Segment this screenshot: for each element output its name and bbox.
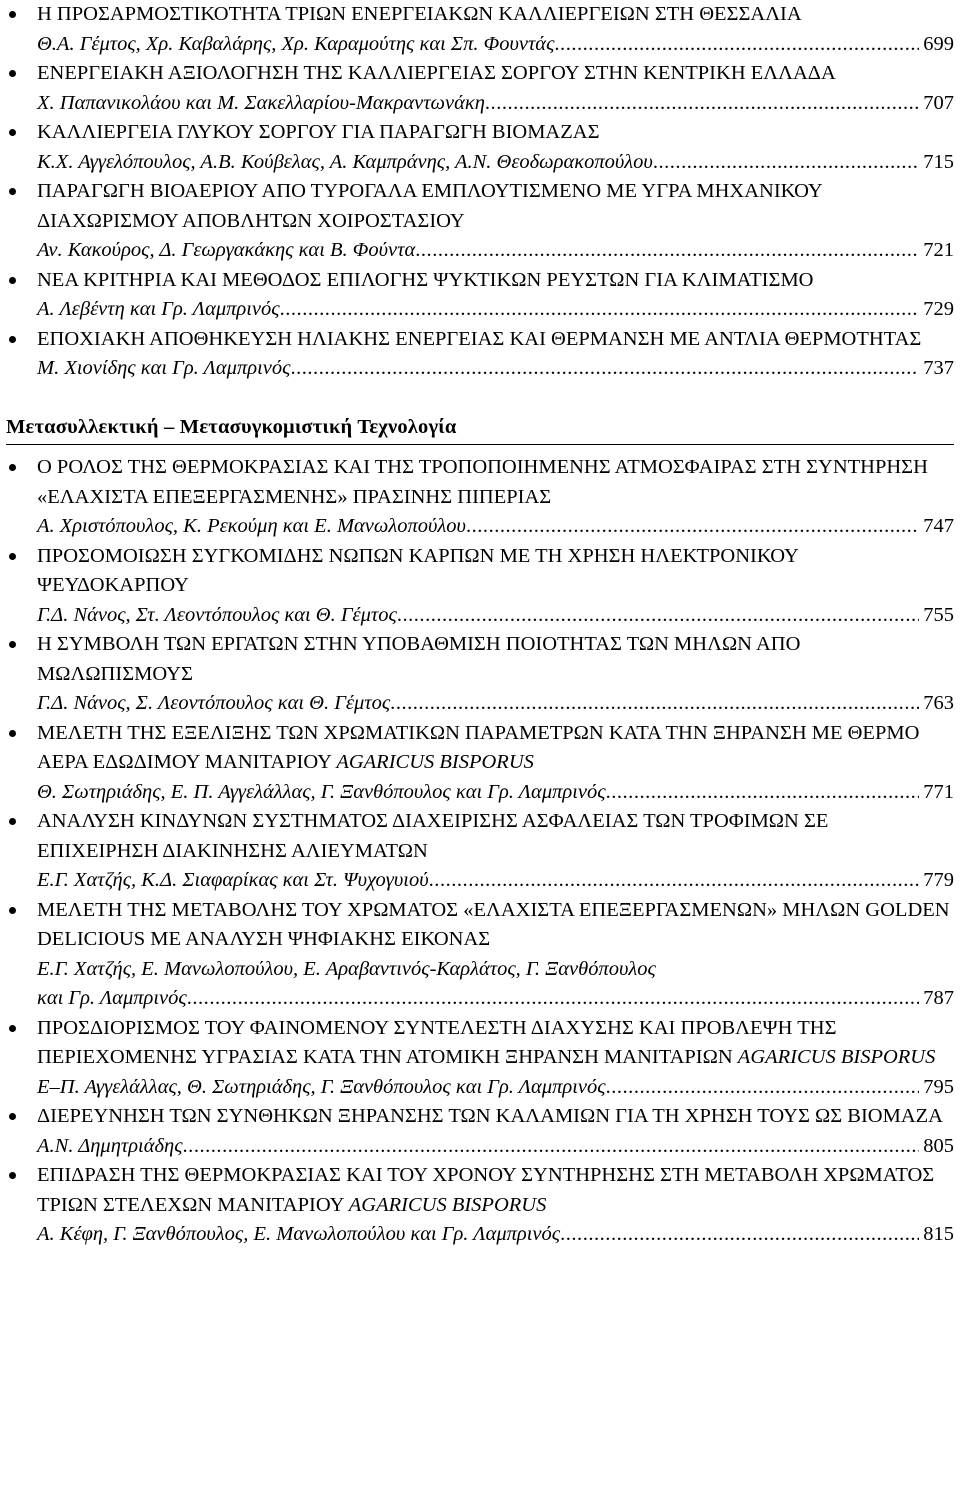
toc-entry (6, 1161, 954, 1250)
toc-entry (6, 1014, 954, 1103)
entry-title (37, 266, 954, 296)
entry-title (37, 177, 954, 236)
toc-entry (6, 719, 954, 808)
dot-leader (606, 778, 920, 808)
entry-authors: Μ. Χιονίδης και Γρ. Λαμπρινός (37, 357, 291, 379)
entry-title-text: ΜΕΛΕΤΗ ΤΗΣ ΜΕΤΑΒΟΛΗΣ ΤΟΥ ΧΡΩΜΑΤΟΣ «ΕΛΑΧΙΣΤΑ ΕΠΕΞΕΡΓΑΣΜΕΝΩΝ» ΜΗΛΩΝ GOLDEN DELICIOUS ΜΕ ΑΝΑΛΥΣΗ ΨΗΦΙΑΚΗΣ ΕΙΚΟΝΑΣ (37, 898, 950, 950)
toc-entry (6, 0, 954, 59)
entry-title (37, 719, 954, 778)
toc-list-postharvest (6, 453, 954, 1250)
entry-title-text: ΑΝΑΛΥΣΗ ΚΙΝΔΥΝΩΝ ΣΥΣΤΗΜΑΤΟΣ ΔΙΑΧΕΙΡΙΣΗΣ ΑΣΦΑΛΕΙΑΣ ΤΩΝ ΤΡΟΦΙΜΩΝ ΣΕ ΕΠΙΧΕΙΡΗΣΗ ΔΙΑΚΙΝΗΣΗΣ ΑΛΙΕΥΜΑΤΩΝ (37, 810, 829, 862)
toc-entry (6, 266, 954, 325)
entry-title-text: ΠΑΡΑΓΩΓΗ ΒΙΟΑΕΡΙΟΥ ΑΠΟ ΤΥΡΟΓΑΛΑ ΕΜΠΛΟΥΤΙΣΜΕΝΟ ΜΕ ΥΓΡΑ ΜΗΧΑΝΙΚΟΥ ΔΙΑΧΩΡΙΣΜΟΥ ΑΠΟΒΛΗΤΩΝ ΧΟΙΡΟΣΤΑΣΙΟΥ (37, 180, 822, 232)
entry-authors: Ε.Γ. Χατζής, Κ.Δ. Σιαφαρίκας και Στ. Ψυχογυιού (37, 869, 429, 891)
toc-list-energy (6, 0, 954, 384)
entry-authors-row (37, 512, 954, 542)
entry-title-text: Η ΠΡΟΣΑΡΜΟΣΤΙΚΟΤΗΤΑ ΤΡΙΩΝ ΕΝΕΡΓΕΙΑΚΩΝ ΚΑΛΛΙΕΡΓΕΙΩΝ ΣΤΗ ΘΕΣΣΑΛΙΑ (37, 3, 802, 25)
page-number: 737 (923, 357, 954, 379)
dot-leader (280, 295, 920, 325)
entry-title (37, 118, 954, 148)
entry-authors-row (37, 354, 954, 384)
dot-leader (466, 512, 919, 542)
dot-leader (187, 984, 920, 1014)
toc-entry (6, 542, 954, 631)
page-number: 755 (923, 603, 954, 626)
entry-authors-row (37, 30, 954, 60)
entry-authors: Α. Χριστόπουλος, Κ. Ρεκούμη και Ε. Μανωλοπούλου (37, 515, 466, 537)
entry-title (37, 1014, 954, 1073)
toc-entry (6, 177, 954, 266)
page-number: 699 (923, 32, 954, 55)
entry-authors: Κ.Χ. Αγγελόπουλος, Α.Β. Κούβελας, Α. Καμπράνης, Α.Ν. Θεοδωρακοπούλου (37, 150, 653, 173)
page-number: 747 (923, 515, 954, 537)
entry-authors-row (37, 601, 954, 631)
dot-leader (290, 354, 919, 384)
entry-title-text: ΝΕΑ ΚΡΙΤΗΡΙΑ ΚΑΙ ΜΕΘΟΔΟΣ ΕΠΙΛΟΓΗΣ ΨΥΚΤΙΚΩΝ ΡΕΥΣΤΩΝ ΓΙΑ ΚΛΙΜΑΤΙΣΜΟ (37, 268, 814, 291)
entry-authors: Ε.Γ. Χατζής, Ε. Μανωλοπούλου, Ε. Αραβαντινός-Καρλάτος, Γ. Ξανθόπουλος (37, 957, 656, 980)
entry-authors: Ε–Π. Αγγελάλλας, Θ. Σωτηριάδης, Γ. Ξανθόπουλος και Γρ. Λαμπρινός (37, 1075, 606, 1098)
toc-entry (6, 630, 954, 719)
dot-leader (560, 1220, 919, 1250)
entry-authors-row (37, 89, 954, 119)
toc-entry (6, 1102, 954, 1161)
entry-authors: Αν. Κακούρος, Δ. Γεωργακάκης και Β. Φούντα (37, 239, 416, 261)
toc-entry (6, 453, 954, 542)
page-number: 707 (923, 91, 954, 114)
entry-title (37, 325, 954, 355)
entry-title (37, 1161, 954, 1220)
dot-leader (415, 236, 919, 266)
entry-authors: Γ.Δ. Νάνος, Σ. Λεοντόπουλος και Θ. Γέμτος (37, 692, 391, 714)
entry-title-italic: AGARICUS BISPORUS (348, 1193, 547, 1216)
page-number: 779 (923, 869, 954, 891)
entry-title-text: ΜΕΛΕΤΗ ΤΗΣ ΕΞΕΛΙΞΗΣ ΤΩΝ ΧΡΩΜΑΤΙΚΩΝ ΠΑΡΑΜΕΤΡΩΝ ΚΑΤΑ ΤΗΝ ΞΗΡΑΝΣΗ ΜΕ ΘΕΡΜΟ ΑΕΡΑ ΕΔΩΔΙΜΟΥ ΜΑΝΙΤΑΡΙΟΥ (37, 721, 920, 773)
section-heading: Μετασυλλεκτική – Μετασυγκομιστική Τεχνολογία (6, 413, 954, 446)
page-number: 787 (923, 987, 954, 1009)
entry-authors: Χ. Παπανικολάου και Μ. Σακελλαρίου-Μακραντωνάκη (37, 91, 485, 114)
entry-title-text: ΚΑΛΛΙΕΡΓΕΙΑ ΓΛΥΚΟΥ ΣΟΡΓΟΥ ΓΙΑ ΠΑΡΑΓΩΓΗ ΒΙΟΜΑΖΑΣ (37, 121, 600, 143)
entry-title-text: Ο ΡΟΛΟΣ ΤΗΣ ΘΕΡΜΟΚΡΑΣΙΑΣ ΚΑΙ ΤΗΣ ΤΡΟΠΟΠΟΙΗΜΕΝΗΣ ΑΤΜΟΣΦΑΙΡΑΣ ΣΤΗ ΣΥΝΤΗΡΗΣΗ «ΕΛΑΧΙΣΤΑ ΕΠΕΞΕΡΓΑΣΜΕΝΗΣ» ΠΡΑΣΙΝΗΣ ΠΙΠΕΡΙΑΣ (37, 456, 928, 508)
entry-authors-row (37, 148, 954, 178)
page-number: 815 (923, 1223, 954, 1245)
dot-leader (606, 1073, 920, 1103)
dot-leader (653, 148, 919, 178)
dot-leader (183, 1132, 920, 1162)
entry-title-text: Η ΣΥΜΒΟΛΗ ΤΩΝ ΕΡΓΑΤΩΝ ΣΤΗΝ ΥΠΟΒΑΘΜΙΣΗ ΠΟΙΟΤΗΤΑΣ ΤΩΝ ΜΗΛΩΝ ΑΠΟ ΜΩΛΩΠΙΣΜΟΥΣ (37, 633, 801, 685)
entry-authors-row (37, 1220, 954, 1250)
entry-title (37, 59, 954, 89)
entry-title-text: ΕΝΕΡΓΕΙΑΚΗ ΑΞΙΟΛΟΓΗΣΗ ΤΗΣ ΚΑΛΛΙΕΡΓΕΙΑΣ ΣΟΡΓΟΥ ΣΤΗΝ ΚΕΝΤΡΙΚΗ ΕΛΛΑΔΑ (37, 62, 836, 84)
entry-title-text: ΔΙΕΡΕΥΝΗΣΗ ΤΩΝ ΣΥΝΘΗΚΩΝ ΞΗΡΑΝΣΗΣ ΤΩΝ ΚΑΛΑΜΙΩΝ ΓΙΑ ΤΗ ΧΡΗΣΗ ΤΟΥΣ ΩΣ ΒΙΟΜΑΖΑ (37, 1105, 943, 1127)
entry-authors-row (37, 1132, 954, 1162)
entry-title-text: ΕΠΙΔΡΑΣΗ ΤΗΣ ΘΕΡΜΟΚΡΑΣΙΑΣ ΚΑΙ ΤΟΥ ΧΡΟΝΟΥ ΣΥΝΤΗΡΗΣΗΣ ΣΤΗ ΜΕΤΑΒΟΛΗ ΧΡΩΜΑΤΟΣ ΤΡΙΩΝ ΣΤΕΛΕΧΩΝ ΜΑΝΙΤΑΡΙΟΥ (37, 1164, 935, 1216)
entry-authors: Α.Ν. Δημητριάδης (37, 1134, 183, 1157)
entry-authors: Α. Λεβέντη και Γρ. Λαμπρινός (37, 298, 280, 320)
entry-authors-cont: και Γρ. Λαμπρινός (37, 987, 187, 1009)
entry-authors-row (37, 689, 954, 719)
page-number: 771 (923, 780, 954, 803)
dot-leader (429, 866, 920, 896)
page-number: 729 (923, 298, 954, 320)
entry-authors-row (37, 984, 954, 1014)
page-number: 721 (923, 239, 954, 261)
page-number: 805 (923, 1134, 954, 1157)
entry-authors-row (37, 236, 954, 266)
dot-leader (397, 601, 919, 631)
entry-authors-row (37, 1073, 954, 1103)
dot-leader (554, 30, 919, 60)
entry-authors: Α. Κέφη, Γ. Ξανθόπουλος, Ε. Μανωλοπούλου και Γρ. Λαμπρινός (37, 1223, 561, 1245)
page-number: 795 (923, 1075, 954, 1098)
toc-entry (6, 59, 954, 118)
entry-title-italic: AGARICUS BISPORUS (737, 1046, 936, 1068)
entry-title (37, 1102, 954, 1132)
entry-title (37, 542, 954, 601)
entry-title-text: ΠΡΟΣΔΙΟΡΙΣΜΟΣ ΤΟΥ ΦΑΙΝΟΜΕΝΟΥ ΣΥΝΤΕΛΕΣΤΗ ΔΙΑΧΥΣΗΣ ΚΑΙ ΠΡΟΒΛΕΨΗ ΤΗΣ ΠΕΡΙΕΧΟΜΕΝΗΣ ΥΓΡΑΣΙΑΣ ΚΑΤΑ ΤΗΝ ΑΤΟΜΙΚΗ ΞΗΡΑΝΣΗ ΜΑΝΙΤΑΡΙΩΝ (37, 1016, 837, 1068)
entry-title-italic: AGARICUS BISPORUS (336, 751, 534, 773)
toc-entry (6, 807, 954, 896)
entry-authors-row (37, 778, 954, 808)
entry-authors-row (37, 866, 954, 896)
entry-title (37, 453, 954, 512)
entry-title (37, 0, 954, 30)
dot-leader (485, 89, 919, 119)
entry-title (37, 896, 954, 955)
toc-entry (6, 896, 954, 1014)
entry-title (37, 807, 954, 866)
toc-entry (6, 325, 954, 384)
entry-title-text: ΠΡΟΣΟΜΟΙΩΣΗ ΣΥΓΚΟΜΙΔΗΣ ΝΩΠΩΝ ΚΑΡΠΩΝ ΜΕ ΤΗ ΧΡΗΣΗ ΗΛΕΚΤΡΟΝΙΚΟΥ ΨΕΥΔΟΚΑΡΠΟΥ (37, 544, 799, 596)
entry-title (37, 630, 954, 689)
entry-authors: Γ.Δ. Νάνος, Στ. Λεοντόπουλος και Θ. Γέμτος (37, 603, 397, 626)
entry-authors: Θ. Σωτηριάδης, Ε. Π. Αγγελάλλας, Γ. Ξανθόπουλος και Γρ. Λαμπρινός (37, 780, 606, 803)
entry-authors-row (37, 295, 954, 325)
entry-title-text: ΕΠΟΧΙΑΚΗ ΑΠΟΘΗΚΕΥΣΗ ΗΛΙΑΚΗΣ ΕΝΕΡΓΕΙΑΣ ΚΑΙ ΘΕΡΜΑΝΣΗ ΜΕ ΑΝΤΛΙΑ ΘΕΡΜΟΤΗΤΑΣ (37, 327, 922, 350)
toc-entry (6, 118, 954, 177)
entry-authors: Θ.Α. Γέμτος, Χρ. Καβαλάρης, Χρ. Καραμούτης και Σπ. Φουντάς (37, 32, 555, 55)
page-number: 715 (923, 150, 954, 173)
page-number: 763 (923, 692, 954, 714)
dot-leader (390, 689, 919, 719)
